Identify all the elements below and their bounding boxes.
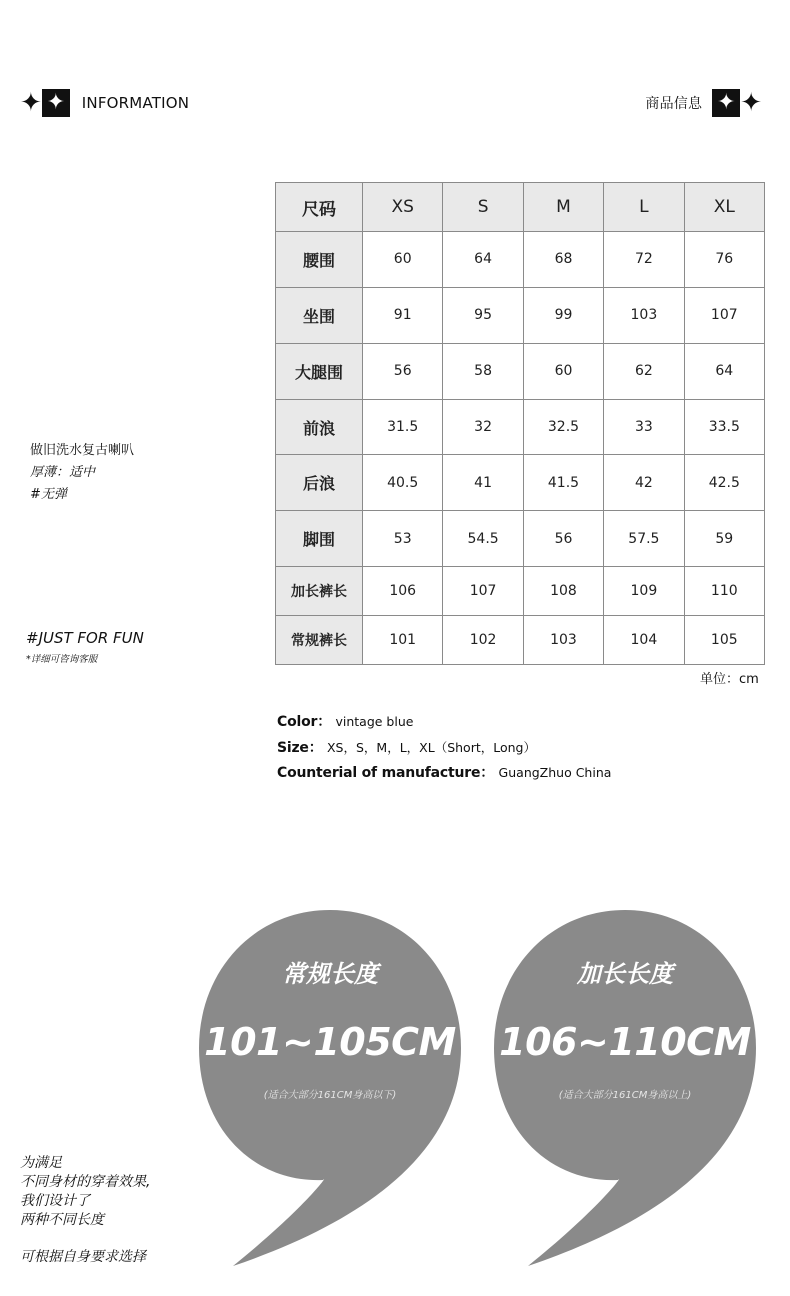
size-info [277, 737, 536, 757]
length-note: (适合大部分161CM身高以上) [558, 1090, 692, 1101]
table-cell: 53 [363, 511, 443, 567]
row-label: 腰围 [276, 232, 363, 288]
column-header: S [443, 183, 523, 232]
table-cell: 64 [684, 343, 764, 399]
table-cell: 108 [523, 567, 603, 616]
table-cell: 31.5 [363, 399, 443, 455]
length-title: 常规长度 [282, 960, 378, 988]
information-heading: INFORMATION [81, 94, 190, 112]
table-cell: 101 [363, 616, 443, 665]
table-cell: 57.5 [604, 511, 684, 567]
table-cell: 62 [604, 343, 684, 399]
table-row [276, 399, 765, 455]
table-cell: 42 [604, 455, 684, 511]
sparkle-box-icon: ✦ [42, 89, 70, 117]
color-value: vintage blue [335, 714, 414, 729]
table-cell: 105 [684, 616, 764, 665]
table-cell: 56 [363, 343, 443, 399]
row-label: 后浪 [276, 455, 363, 511]
length-note: (适合大部分161CM身高以下) [263, 1090, 397, 1101]
row-label: 前浪 [276, 399, 363, 455]
length-title: 加长长度 [577, 960, 673, 988]
table-cell: 32 [443, 399, 523, 455]
product-info-heading: 商品信息 [645, 96, 703, 112]
table-cell: 76 [684, 232, 764, 288]
table-cell: 33 [604, 399, 684, 455]
table-cell: 68 [523, 232, 603, 288]
table-row [276, 232, 765, 288]
stretch-note: #无弹 [30, 487, 67, 502]
long-length-badge [490, 908, 760, 1268]
explanation-line: 可根据自身要求选择 [20, 1249, 146, 1265]
explanation-line: 两种不同长度 [20, 1212, 104, 1228]
table-cell: 110 [684, 567, 764, 616]
column-header: L [604, 183, 684, 232]
style-note: 做旧洗水复古喇叭 [30, 443, 135, 458]
table-cell: 40.5 [363, 455, 443, 511]
table-cell: 59 [684, 511, 764, 567]
header-left [20, 88, 189, 118]
size-chart-table [275, 182, 765, 665]
table-cell: 72 [604, 232, 684, 288]
explanation-line: 我们设计了 [20, 1193, 90, 1209]
origin-value: GuangZhuo China [498, 765, 612, 780]
column-header: 尺码 [276, 183, 363, 232]
table-cell: 60 [523, 343, 603, 399]
table-cell: 33.5 [684, 399, 764, 455]
table-cell: 107 [684, 287, 764, 343]
table-cell: 91 [363, 287, 443, 343]
sparkle-icon: ✦ [740, 88, 762, 118]
table-cell: 99 [523, 287, 603, 343]
sparkle-icon: ✦ [20, 88, 42, 118]
table-cell: 103 [604, 287, 684, 343]
table-row [276, 511, 765, 567]
table-cell: 41.5 [523, 455, 603, 511]
explanation-line: 不同身材的穿着效果, [20, 1174, 151, 1190]
table-cell: 58 [443, 343, 523, 399]
table-cell: 95 [443, 287, 523, 343]
table-cell: 54.5 [443, 511, 523, 567]
table-cell: 106 [363, 567, 443, 616]
table-row [276, 455, 765, 511]
column-header: XS [363, 183, 443, 232]
table-row [276, 287, 765, 343]
tagline: #JUST FOR FUN [26, 629, 144, 647]
table-row [276, 567, 765, 616]
sparkle-box-icon: ✦ [712, 89, 740, 117]
unit-label: 单位：cm [700, 672, 759, 687]
explanation-line: 为满足 [20, 1155, 62, 1171]
table-cell: 56 [523, 511, 603, 567]
row-label: 脚围 [276, 511, 363, 567]
origin-info [277, 762, 611, 782]
origin-label: Counterial of manufacture： [277, 765, 495, 781]
length-explanation [20, 1154, 150, 1267]
table-cell: 103 [523, 616, 603, 665]
tagline-sub: *详细可咨询客服 [26, 654, 98, 665]
size-value: XS，S，M，L，XL（Short，Long） [326, 740, 536, 755]
header-right [645, 88, 762, 118]
table-cell: 41 [443, 455, 523, 511]
product-notes [30, 440, 134, 506]
column-header: M [523, 183, 603, 232]
regular-length-badge [195, 908, 465, 1268]
column-header: XL [684, 183, 764, 232]
table-row [276, 343, 765, 399]
length-range: 101~105CM [204, 1020, 456, 1064]
length-range: 106~110CM [499, 1020, 751, 1064]
row-label: 加长裤长 [276, 567, 363, 616]
row-label: 常规裤长 [276, 616, 363, 665]
table-row [276, 616, 765, 665]
thickness-note: 厚薄：适中 [30, 465, 96, 480]
table-cell: 32.5 [523, 399, 603, 455]
table-cell: 102 [443, 616, 523, 665]
table-cell: 64 [443, 232, 523, 288]
row-label: 坐围 [276, 287, 363, 343]
color-info [277, 711, 413, 731]
table-cell: 109 [604, 567, 684, 616]
color-label: Color： [277, 714, 332, 730]
size-label: Size： [277, 740, 323, 756]
table-header-row [276, 183, 765, 232]
table-cell: 104 [604, 616, 684, 665]
table-cell: 60 [363, 232, 443, 288]
row-label: 大腿围 [276, 343, 363, 399]
table-cell: 107 [443, 567, 523, 616]
table-cell: 42.5 [684, 455, 764, 511]
